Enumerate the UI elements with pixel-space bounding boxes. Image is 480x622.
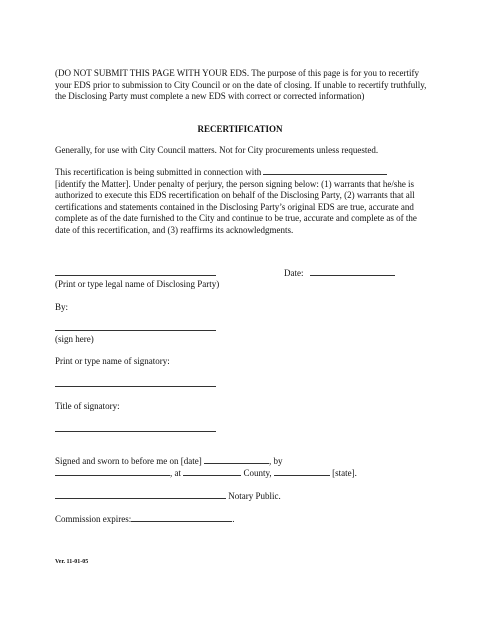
header-note: (DO NOT SUBMIT THIS PAGE WITH YOUR EDS. The purpose of this page is for you to recertify your EDS prior to submission to City Council or on the date of closing. If unable to recertify truthfully, the Disclosing Party must complete a new EDS with correct or corrected information): [55, 68, 427, 102]
signatory-name-label: Print or type name of signatory:: [55, 356, 170, 366]
notary-public-text: Notary Public.: [228, 491, 281, 501]
county-blank[interactable]: [183, 467, 241, 476]
commission-expires-label: Commission expires:: [55, 514, 132, 524]
state-text: [state].: [332, 468, 357, 478]
commission-expires-line: Commission expires: .: [55, 514, 235, 524]
date-label: Date:: [284, 268, 304, 278]
sworn-by-text: , by: [268, 456, 283, 466]
commission-expires-blank[interactable]: [131, 513, 232, 522]
notary-signature-blank[interactable]: [55, 490, 226, 499]
signatory-title-label: Title of signatory:: [55, 401, 120, 411]
recertification-statement: [55, 166, 427, 237]
county-text: County,: [243, 468, 272, 478]
by-label: By:: [55, 302, 69, 312]
state-blank[interactable]: [274, 467, 330, 476]
signature-line[interactable]: [55, 330, 216, 331]
notary-line1: [55, 455, 282, 468]
sworn-on-text: Signed and sworn to before me on [date]: [55, 456, 202, 466]
sworn-date-blank[interactable]: [204, 455, 269, 464]
at-text: , at: [170, 468, 181, 478]
matter-blank[interactable]: [263, 166, 387, 175]
signatory-name-line[interactable]: [55, 386, 216, 387]
notary-public-line: [55, 490, 281, 503]
version-label: Ver. 11-01-05: [55, 559, 89, 565]
statement-part2: [identify the Matter]. Under penalty of perjury, the person signing below: (1) warrants that he/she is authorized to execute this EDS recertification on behalf of the Disclosing Party, (2) warrants that all certifications and statements contained in the Disclosing Party’s original EDS are true, accurate and complete as of the date furnished to the City and continue to be true, accurate and complete as of the date of this recertification, and (3) reaffirms its acknowledgments.: [55, 178, 417, 235]
party-name-line[interactable]: [55, 275, 216, 276]
statement-part1: This recertification is being submitted in connection with: [55, 167, 262, 177]
date-line[interactable]: [310, 275, 395, 276]
page-title: RECERTIFICATION: [197, 124, 283, 134]
signer-name-blank[interactable]: [55, 467, 170, 476]
notary-line2: [55, 467, 357, 480]
signatory-title-line[interactable]: [55, 431, 216, 432]
usage-note: Generally, for use with City Council matters. Not for City procurements unless requested.: [55, 145, 379, 155]
party-name-label: (Print or type legal name of Disclosing Party): [55, 279, 220, 289]
sign-here-label: (sign here): [55, 334, 94, 344]
